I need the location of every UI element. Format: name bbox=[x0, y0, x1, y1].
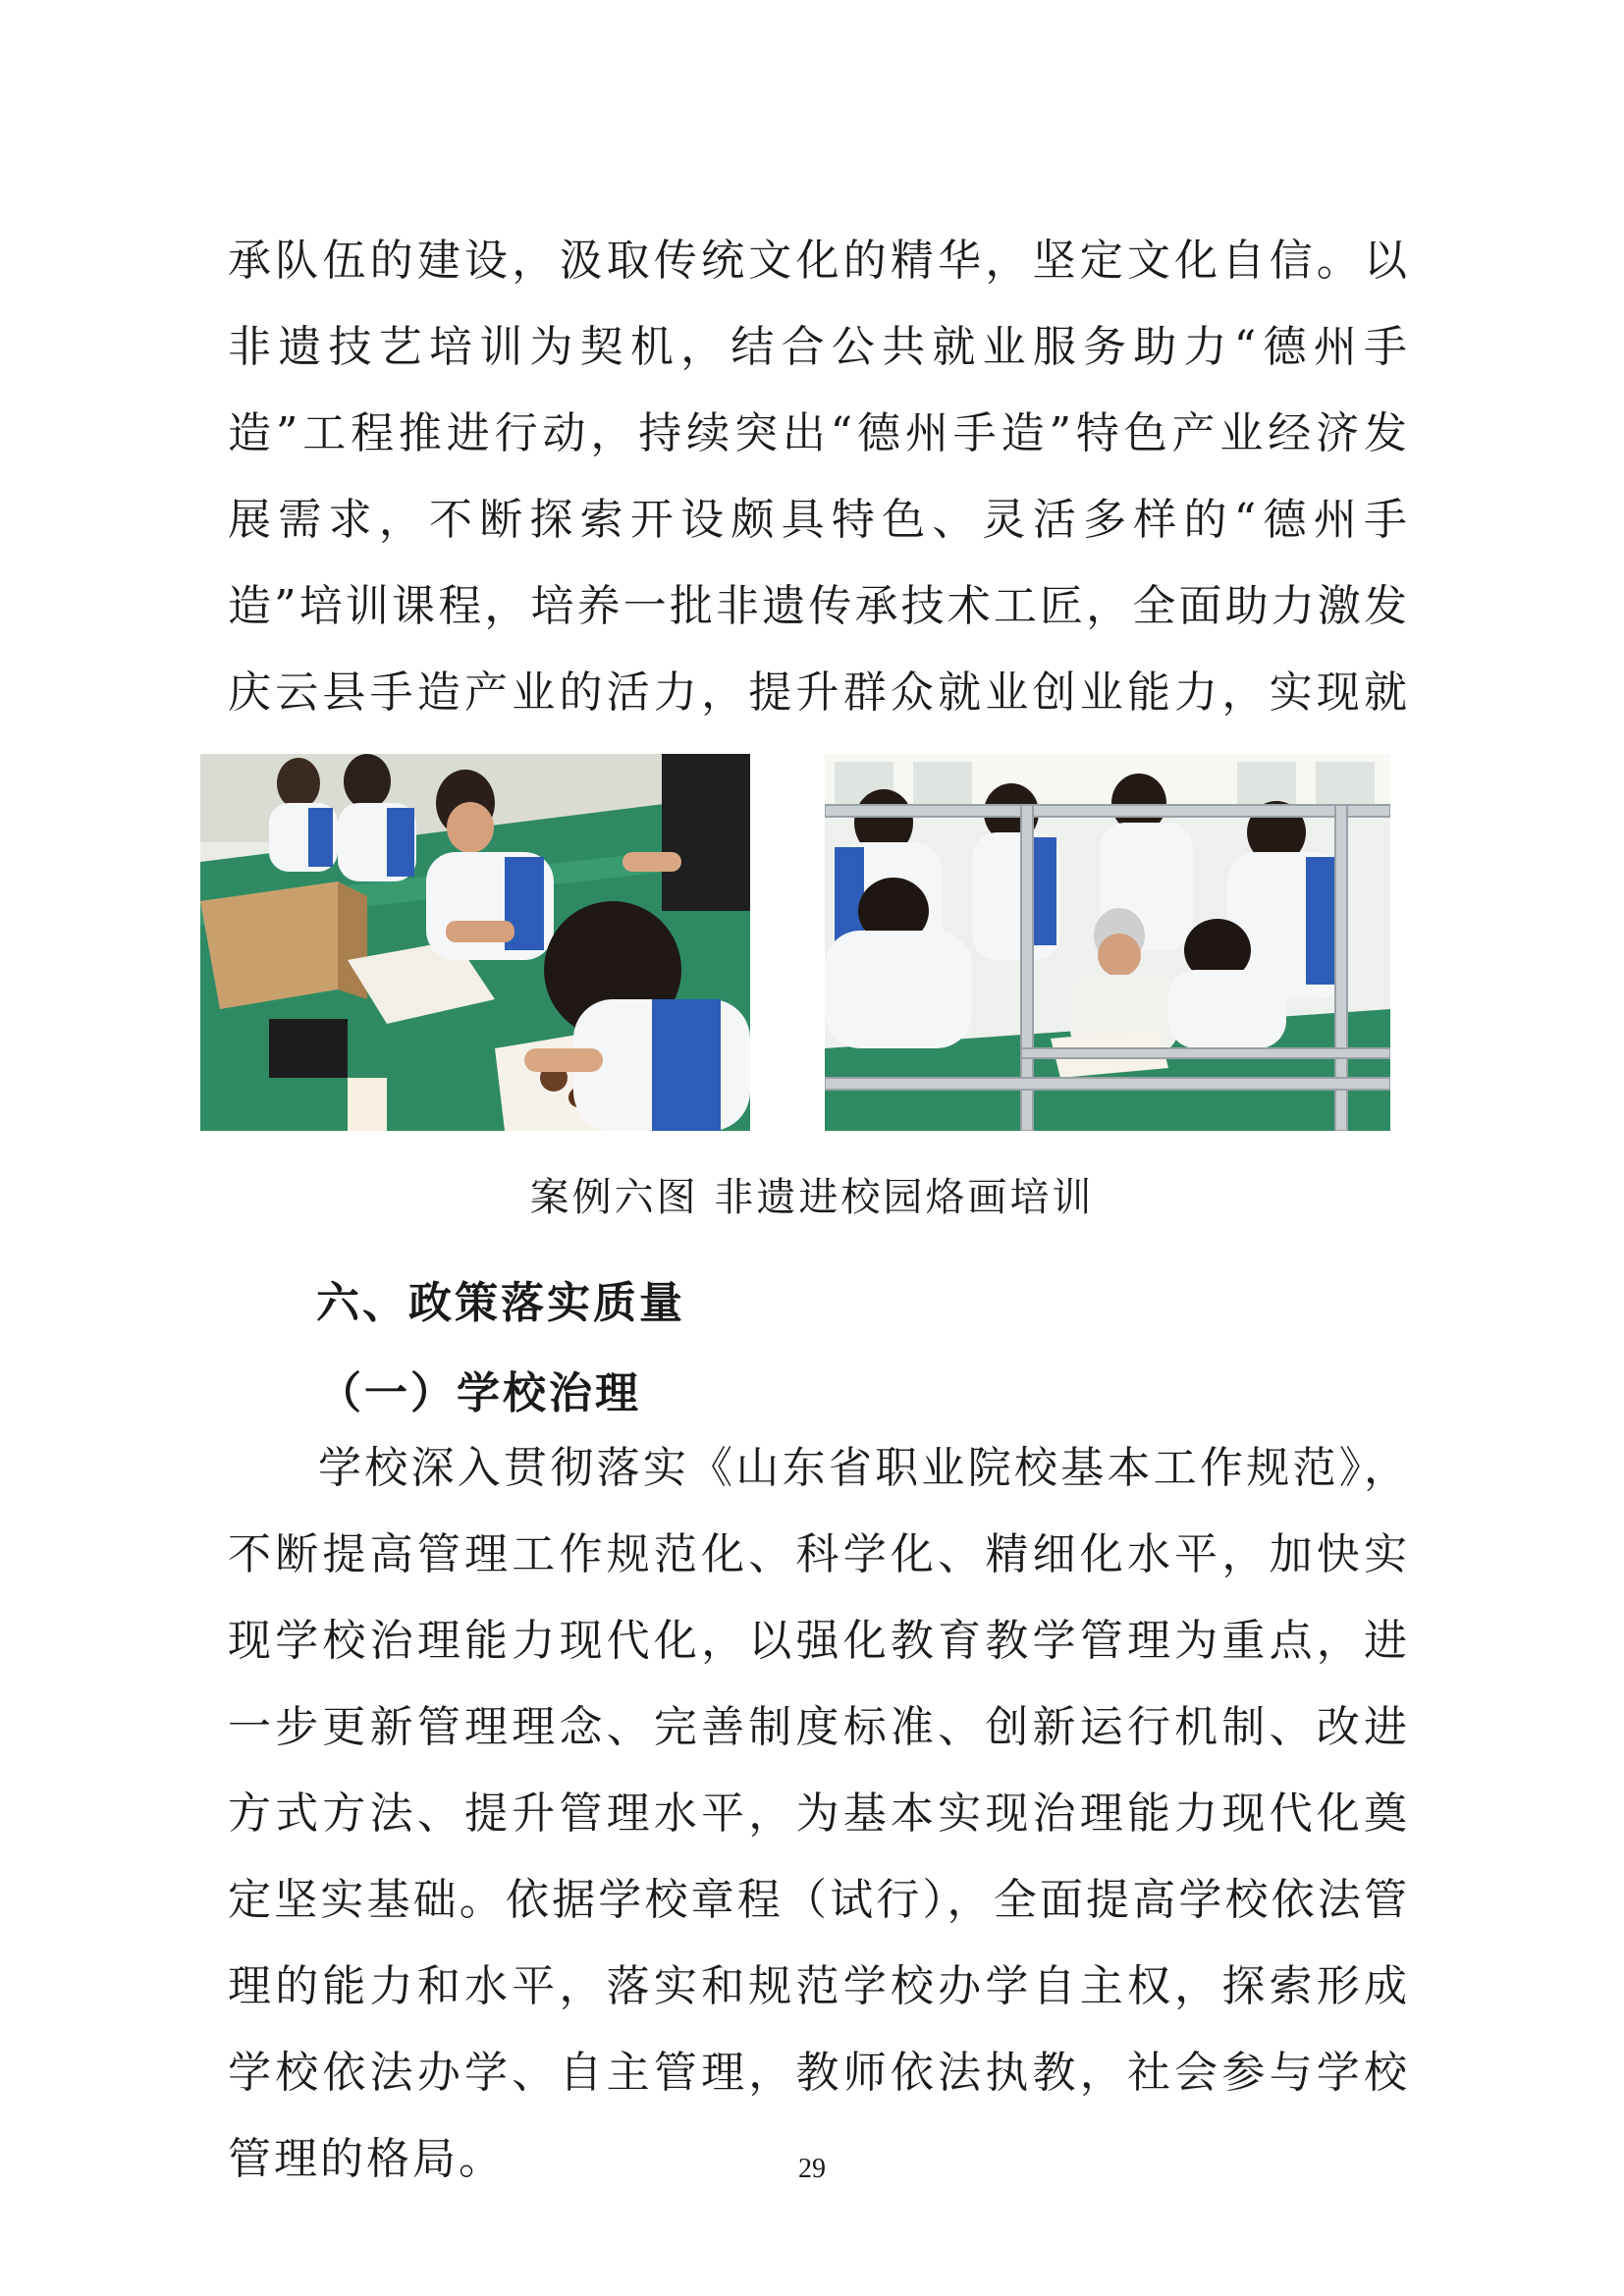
section-heading: 六、政策落实质量 bbox=[316, 1278, 685, 1328]
subsection-heading: （一）学校治理 bbox=[318, 1368, 641, 1418]
training-photo-right bbox=[825, 754, 1390, 1131]
figure-caption: 案例六图 非遗进校园烙画培训 bbox=[529, 1175, 1095, 1220]
training-photo-left bbox=[200, 754, 750, 1131]
body-paragraph-2: 学校深入贯彻落实《山东省职业院校基本工作规范》，不断提高管理工作规范化、科学化、精细化水平，加快实现学校治理能力现代化，以强化教育教学管理为重点，进一步更新管理理念、完善制度标准、创新运行机制、改进方式方法、提升管理水平，为基本实现治理能力现代化奠定坚实基础。依据学校章程（试行），全面提高学校依法管理的能力和水平，落实和规范学校办学自主权，探索形成学校依法办学、自主管理，教师依法执教，社会参与学校管理的格局。 bbox=[228, 1443, 1410, 2184]
page-number: 29 bbox=[798, 2154, 826, 2184]
body-paragraph-1: 承队伍的建设，汲取传统文化的精华，坚定文化自信。以非遗技艺培训为契机，结合公共就业服务助力“德州手造”工程推进行动，持续突出“德州手造”特色产业经济发展需求，不断探索开设颇具特色、灵活多样的“德州手造”培训课程，培养一批非遗传承技术工匠，全面助力激发庆云县手造产业的活力，提升群众就业创业能力，实现就 bbox=[228, 236, 1410, 718]
